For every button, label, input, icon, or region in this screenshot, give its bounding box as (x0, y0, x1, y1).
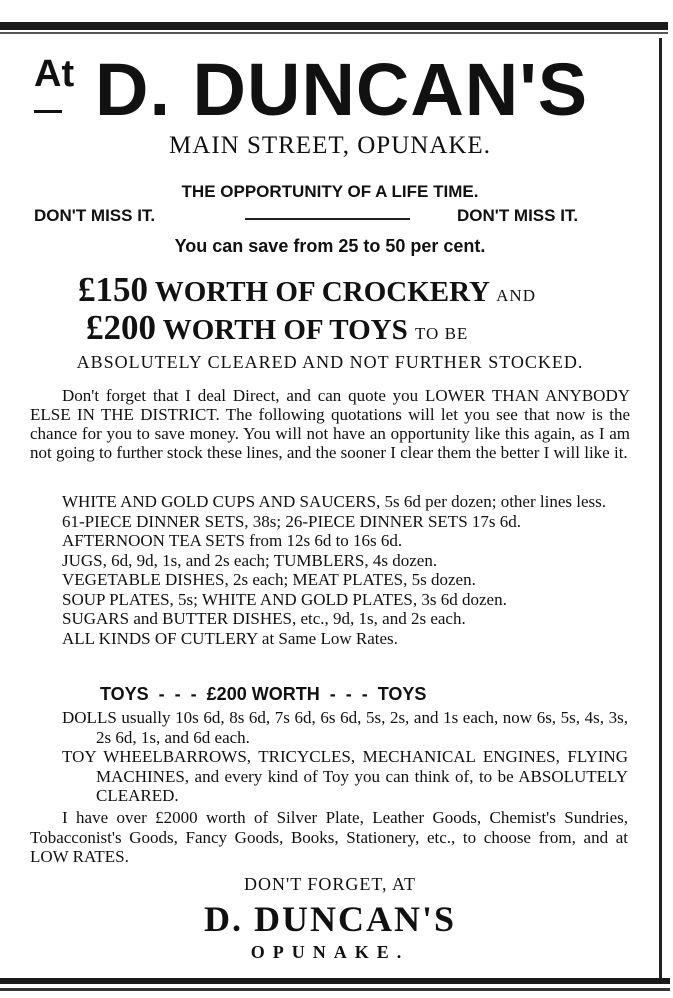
price-list-item: JUGS, 6d, 9d, 1s, and 2s each; TUMBLERS, 4s dozen. (62, 550, 438, 570)
at-label: At (34, 53, 75, 95)
footer-town: OPUNAKE. (250, 942, 410, 962)
dont-forget-line: DON'T FORGET, AT (243, 874, 417, 894)
top-border-rule (0, 22, 668, 30)
dont-miss-left: DON'T MISS IT. (34, 206, 156, 225)
price-list-item: AFTERNOON TEA SETS from 12s 6d to 16s 6d. (62, 531, 403, 550)
crockery-offer (78, 270, 536, 310)
toys-offer-text: WORTH OF TOYS (162, 314, 408, 346)
footer-store-name: D. DUNCAN'S (203, 899, 456, 939)
toys-amount: £200 (86, 308, 156, 347)
store-title: D. DUNCAN'S (95, 48, 589, 131)
dont-miss-divider (245, 218, 410, 220)
opportunity-headline: THE OPPORTUNITY OF A LIFE TIME. (181, 182, 479, 201)
toys-offer-tail: TO BE (414, 324, 469, 343)
bottom-border-thin-rule (0, 988, 670, 991)
intro-paragraph: Don't forget that I deal Direct, and can quote you LOWER THAN ANYBODY ELSE IN THE DISTRICT. The following quotations will let you see that now is the chance for you to save money. You will not have an opportunity like this again, as I am not going to further stock these lines, and the sooner I clear them the better I will like it. (30, 386, 630, 462)
crockery-offer-tail: AND (496, 286, 536, 305)
toy-list-item: TOY WHEELBARROWS, TRICYCLES, MECHANICAL ENGINES, FLYING MACHINES, and every kind of Toy you can think of, to be ABSOLUTELY CLEARED. (62, 747, 628, 805)
cleared-notice: ABSOLUTELY CLEARED AND NOT FURTHER STOCKED. (76, 352, 584, 372)
right-border-rule (659, 38, 662, 978)
crockery-offer-text: WORTH OF CROCKERY (154, 276, 489, 308)
price-list-item: VEGETABLE DISHES, 2s each; MEAT PLATES, 5s dozen. (62, 570, 476, 589)
bottom-border-rule (0, 978, 670, 984)
crockery-amount: £150 (78, 270, 148, 309)
silver-plate-paragraph: I have over £2000 worth of Silver Plate, Leather Goods, Chemist's Sundries, Tobacconist's Goods, Fancy Goods, Books, Stationery, etc., to choose from, and at LOW RATES. (30, 808, 628, 866)
top-border-thin-rule (0, 32, 668, 34)
dont-miss-right: DON'T MISS IT. (457, 206, 579, 225)
toys-heading: TOYS - - - £200 WORTH - - - TOYS (100, 684, 427, 704)
price-list-item: SOUP PLATES, 5s; WHITE AND GOLD PLATES, 3s 6d dozen. (62, 589, 507, 609)
at-underline (34, 110, 62, 113)
toys-offer (86, 308, 468, 348)
price-list-item: ALL KINDS OF CUTLERY at Same Low Rates. (62, 628, 398, 648)
price-list-item: 61-PIECE DINNER SETS, 38s; 26-PIECE DINNER SETS 17s 6d. (62, 511, 522, 531)
price-list-item: SUGARS and BUTTER DISHES, etc., 9d, 1s, and 2s each. (62, 609, 466, 628)
store-address: MAIN STREET, OPUNAKE. (169, 132, 491, 159)
crockery-price-list (62, 492, 632, 648)
toys-price-list (62, 708, 628, 806)
toy-list-item: DOLLS usually 10s 6d, 8s 6d, 7s 6d, 6s 6d, 5s, 2s, and 1s each, now 6s, 5s, 4s, 3s, 2s 6d, 1s, and 6d each. (62, 708, 628, 747)
save-percent-line: You can save from 25 to 50 per cent. (174, 236, 486, 256)
price-list-item: WHITE AND GOLD CUPS AND SAUCERS, 5s 6d per dozen; other lines less. (62, 492, 606, 511)
